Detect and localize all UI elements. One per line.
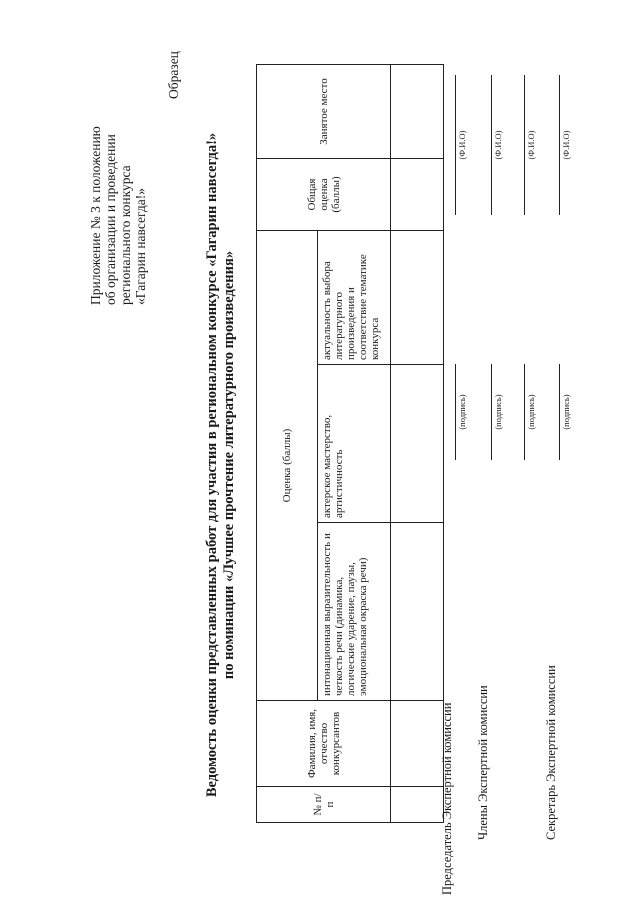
chairman-sign-line [455, 364, 456, 460]
header-score: Оценка (баллы) [257, 231, 318, 701]
member-name-line [491, 75, 492, 215]
sign-caption: (подпись) [493, 394, 503, 430]
table-cell [391, 701, 444, 787]
header-row [257, 65, 318, 823]
name-caption: (Ф.И.О) [457, 130, 467, 160]
sign-caption: (подпись) [561, 394, 571, 430]
secretary-name-line [559, 75, 560, 215]
table-cell [391, 159, 444, 231]
document-subtitle: по номинации «Лучшее прочтение литературного произведения» [221, 250, 237, 680]
name-caption: (Ф.И.О) [561, 130, 571, 160]
chairman-label: Председатель Экспертной комиссии [440, 702, 454, 895]
sign-caption: (подпись) [457, 394, 467, 430]
criterion-cell: актерское мастерство, артистичность [318, 365, 391, 523]
header-num: № п/п [257, 787, 391, 823]
document-title: Ведомость оценки представленных работ для участия в региональном конкурсе «Гагарин навсегда!» [204, 132, 220, 798]
secretary-label: Секретарь Экспертной комиссии [544, 665, 558, 840]
criterion-cell: актуальность выбора литературного произведения и соответствие тематике конкурса [318, 231, 391, 365]
sample-label: Образец [166, 51, 181, 99]
table-cell [391, 365, 444, 523]
evaluation-table [256, 64, 444, 823]
name-caption: (Ф.И.О) [526, 130, 536, 160]
header-total: Общая оценка (баллы) [257, 159, 391, 231]
member-sign-line [491, 364, 492, 460]
appendix-line: Приложение № 3 к положению [88, 126, 103, 305]
criterion-cell: интонационная выразительность и четкость речи (динамика, логические ударение, паузы, эмоциональная окраска речи) [318, 523, 391, 701]
appendix-line: об организации и проведении [103, 134, 118, 305]
member-name-line [524, 75, 525, 215]
sign-caption: (подпись) [526, 394, 536, 430]
header-name: Фамилия, имя, отчество конкурсантов [257, 701, 391, 787]
members-label: Члены Экспертной комиссии [476, 685, 490, 840]
table-row [391, 65, 444, 823]
appendix-line: «Гагарин навсегда!» [133, 188, 148, 305]
table-cell [391, 65, 444, 159]
appendix-note [88, 85, 148, 305]
name-caption: (Ф.И.О) [493, 130, 503, 160]
secretary-sign-line [559, 364, 560, 460]
table-cell [391, 787, 444, 823]
chairman-name-line [455, 75, 456, 215]
header-place: Занятое место [257, 65, 391, 159]
table-cell [391, 231, 444, 365]
table-cell [391, 523, 444, 701]
appendix-line: регионального конкурса [118, 165, 133, 305]
member-sign-line [524, 364, 525, 460]
